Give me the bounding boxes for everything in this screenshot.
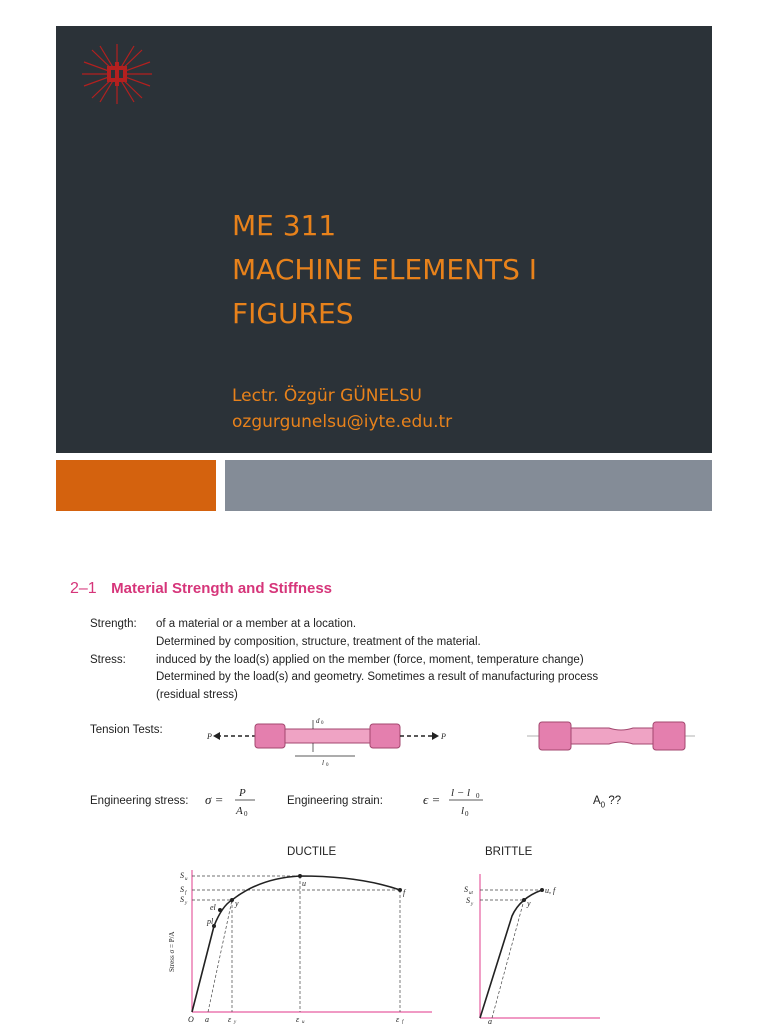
necked-gauge [571,728,653,744]
tension-specimen-figure [205,712,450,768]
section-heading [70,580,332,598]
load-P-left: P [207,732,212,741]
grip-left [255,724,285,748]
eng-strain-label: Engineering strain: [287,795,383,807]
svg-text:u: u [302,1020,305,1024]
ductile-stress-strain-chart [160,862,435,1024]
svg-text:l − l: l − l [451,787,471,799]
svg-text:y: y [234,1020,237,1024]
brittle-point-uf [540,888,544,892]
tension-tests-label: Tension Tests: [90,724,163,736]
title-line-figures: FIGURES [232,297,354,330]
ductile-ylabel: Stress σ = P/A [168,931,176,972]
necked-grip-right [653,722,685,750]
svg-text:l: l [461,805,465,817]
stress-line-1: induced by the load(s) applied on the member (force, moment, temperature change) [156,654,584,666]
author-name: Lectr. Özgür GÜNELSU [232,386,422,406]
svg-text:f: f [185,891,187,896]
accent-bar-orange [56,460,216,511]
tick-Su: S [180,871,184,880]
svg-text:0: 0 [244,810,248,818]
label-u: u [302,879,306,888]
eng-stress-formula [203,784,263,820]
point-u [298,874,302,878]
svg-text:u: u [185,877,188,882]
tick-ef: ε [396,1015,400,1024]
point-f [398,888,402,892]
label-l0: l [322,759,324,767]
section-title: Material Strength and Stiffness [111,580,333,597]
arrow-left-icon [213,732,220,740]
term-stress: Stress: [90,654,126,666]
tick-eu: ε [296,1015,300,1024]
tick-ey: ε [228,1015,232,1024]
svg-text:0: 0 [465,810,469,818]
svg-text:y: y [471,902,474,907]
brittle-tick-Sut: S [464,885,468,894]
label-pl: pl [207,917,214,926]
gauge-section [285,729,370,743]
brittle-tick-Sy: S [466,896,470,905]
brittle-tick-a: a [488,1017,492,1024]
title-line-subject: MACHINE ELEMENTS I [232,253,538,286]
svg-text:A: A [236,805,243,817]
brittle-label-uf: u, f [545,886,556,895]
svg-text:y: y [185,901,188,906]
necked-grip-left [539,722,571,750]
eng-strain-formula [421,784,491,820]
tick-a: a [205,1015,209,1024]
ductile-title: DUCTILE [287,846,337,858]
tick-O: O [188,1015,194,1024]
tick-Sy: S [180,895,184,904]
iyte-logo-icon [80,42,154,106]
svg-text:0: 0 [476,792,480,800]
svg-text:ϵ =: ϵ = [423,792,441,807]
presentation-title [232,204,537,336]
point-el [218,908,222,912]
stress-line-3: (residual stress) [156,689,238,701]
a0-question: $A_0$ ?? [593,795,622,810]
title-slide [56,26,712,453]
svg-text:σ =: σ = [205,792,224,807]
brittle-title: BRITTLE [485,846,533,858]
term-strength: Strength: [90,618,137,630]
label-el: el [210,903,216,912]
label-f: f [403,888,406,897]
point-y [230,898,234,902]
eng-stress-label: Engineering stress: [90,795,189,807]
brittle-point-y [522,898,526,902]
necked-specimen-figure [527,716,695,756]
svg-text:ut: ut [469,891,473,896]
label-l0-sub: 0 [326,763,329,768]
brittle-curve [480,890,542,1018]
arrow-right-icon [432,732,439,740]
strength-line-1: of a material or a member at a location. [156,618,357,630]
stress-line-2: Determined by the load(s) and geometry. Sometimes a result of manufacturing process [156,671,599,683]
strength-line-2: Determined by composition, structure, treatment of the material. [156,636,481,648]
label-y: y [235,899,239,908]
load-P-right: P [441,732,446,741]
svg-text:P: P [239,787,246,799]
svg-text:f: f [402,1020,404,1024]
brittle-label-y: y [527,899,531,908]
grip-right [370,724,400,748]
title-line-course: ME 311 [232,209,337,242]
author-email[interactable]: ozgurgunelsu@iyte.edu.tr [232,412,453,432]
label-d0-sub: 0 [321,721,324,726]
ductile-curve [192,876,400,1012]
section-number: 2–1 [70,580,97,597]
author-info [232,383,452,435]
accent-bar-grey [225,460,712,511]
brittle-stress-strain-chart [462,872,602,1024]
label-d0: d [316,717,320,725]
tick-Sf: S [180,885,184,894]
